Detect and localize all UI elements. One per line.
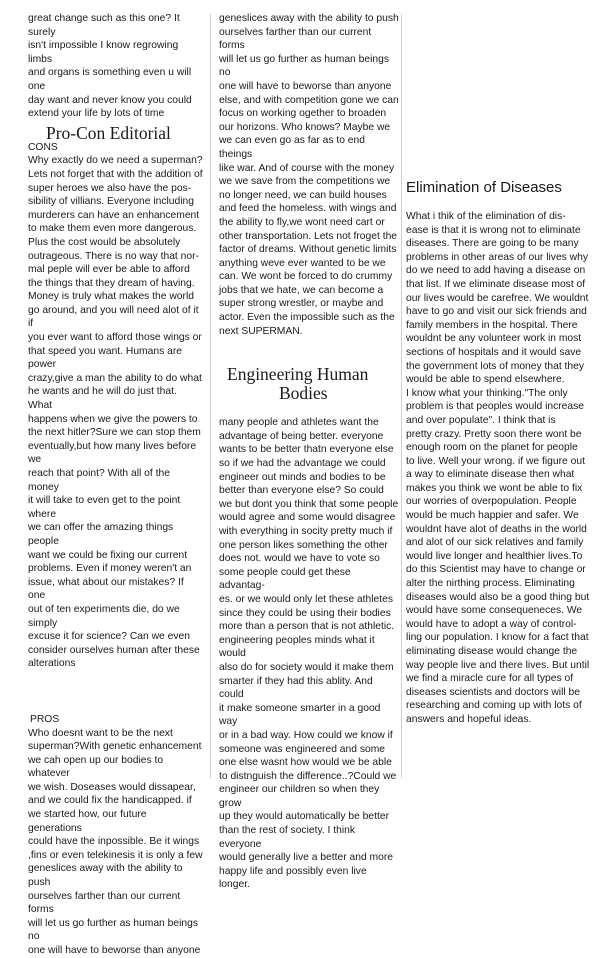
engineering-body-text: many people and athletes want the advantage of being better. everyone wants to be better thatn everyone else so if we had the advantage we could engineer out minds and bodies to be better than everyone else? So could we but dont you think that some people would agree and some would disagree with everything in socity pretty much if one person likes something the other does not. would we have to vote so some people could get these advantag- es. or we would only let these athletes since they could be using their bodies more than a person that is not athletic. engineering peoples minds what it would also do for society would it make them smarter if they had this ablity. And could it make someone smarter in a good way or in a bad way. How could we know if someone was engineered and some one else wasnt how would we be able to distnguish the difference..?Could we engineer our children so when they grow up they would automatically be better than the rest of society. I think everyone would generally live a better and more happy life and possibly even live longer. (219, 417, 399, 891)
column-divider-right (401, 14, 402, 778)
middle-column (219, 12, 399, 892)
continued-intro-text: great change such as this one? It surely isn't impossible I know regrowing limbs and organs is something even u will one day want and never know you could extend your life by lots of time (28, 13, 192, 120)
continued-pros-text: geneslices away with the ability to push ourselves farther than our current forms will let us go further as human beings no one will have to beworse than anyone else, and with competition gone we can focus on working ogether to broaden our horizons. Who knows? Maybe we we can even go as far as to end theings like war. And of course with the money we we save from the competitions we no longer need, we can build houses and feed the homeless. with wings and the ability to fly,we wont need cart or other transportation. Lets not froget the factor of dreams. Without genetic limits anything weve ever wanted to be we can. We wont be forced to do crummy jobs that we hate, we can become a super strong wrestler, or maybe and actor. Even the impossible such as the next SUPERMAN. (219, 13, 399, 337)
cons-body-text: Why exactly do we need a superman? Lets not forget that with the addition of super heroes we also have the pos- sibility of villians. Everyone including murderers can have an enhancement to make them even more dangerous. Plus the cost would be absolutely outrageous. There is no way that nor- mal peple will ever be able to afford the things that they dream of having. Money is truly what makes the world go around, and you will need alot of it if you ever want to afford those wings or that speed you want. Humans are power crazy,give a man the ability to do what he wants and he will do just that. What happens when we give the powers to the next hitler?Sure we can stop them eventually,but how many lives before we reach that point? With all of the money it will take to even get to the point where we can offer the amazing things people want we could be fixing our current problems. Even if money weren't an issue, what about our mistakes? If one out of ten experiments die, do we simply excuse it for science? Can we even consider ourselves human after these alterations (28, 155, 203, 670)
engineering-human-bodies-heading (227, 346, 399, 422)
cons-label: CONS (28, 141, 58, 153)
pros-label: PROS (30, 713, 60, 725)
pros-body-text: Who doesnt want to be the next superman?With genetic enhancement we cah open up our bodies to whatever we wish. Doseases would dissapear, and we could fix the handicapped. if we started how, our future generations could have the inpossible. Be it wings ,fins or even telekinesis it is only a few geneslices away with the ability to push ourselves farther than our current forms will let us go further as human beings no one will have to beworse than anyone (28, 727, 203, 956)
heading-line: Bodies (279, 383, 328, 404)
heading-line: Engineering Human (227, 364, 369, 385)
left-column (28, 12, 203, 958)
pro-con-editorial-heading: Pro-Con Editorial (46, 122, 171, 143)
right-column (406, 12, 601, 727)
heading-text (227, 365, 399, 403)
elimination-of-diseases-heading: Elimination of Diseases (406, 179, 562, 196)
column-divider-left (210, 14, 211, 778)
elimination-body-text: What i thik of the elimination of dis- ease is that it is wrong not to eliminate diseases. There are going to be many problems in other areas of our lives why do we need to add having a disease on that list. If we eliminate disease most of our lives would be carefree. We wouldnt have to go and visit our sick friends and family members in the hospital. There wouldnt be any volunteer work in most sections of hospitals and it would save the government lots of money that they would be able to spend elsewhere. I know what your thinking."The only problem is that peoples would increase and over populate". I think that is pretty crazy. Pretty soon there wont be enough room on the planet for people to live. Well your wrong. if we figure out a way to eliminate disease then what makes you think we wont be able to fix our worries of overpopulation. People would be much happier and safer. We wouldnt have alot of deaths in the world and alot of our sick relatives and family would live longer and healthier lives.To do this Scientist may have to change or alter the nirthing process. Eliminating diseases would also be a good thing but would have some consequeneces. We would have to adopt a way of control- ling our population. I know for a fact that eliminating disease would change the way people live and there lives. But until we find a miracle cure for all types of diseases scientists and doctors will be researching and coming up with lots of answers and hopeful ideas. (406, 211, 590, 725)
